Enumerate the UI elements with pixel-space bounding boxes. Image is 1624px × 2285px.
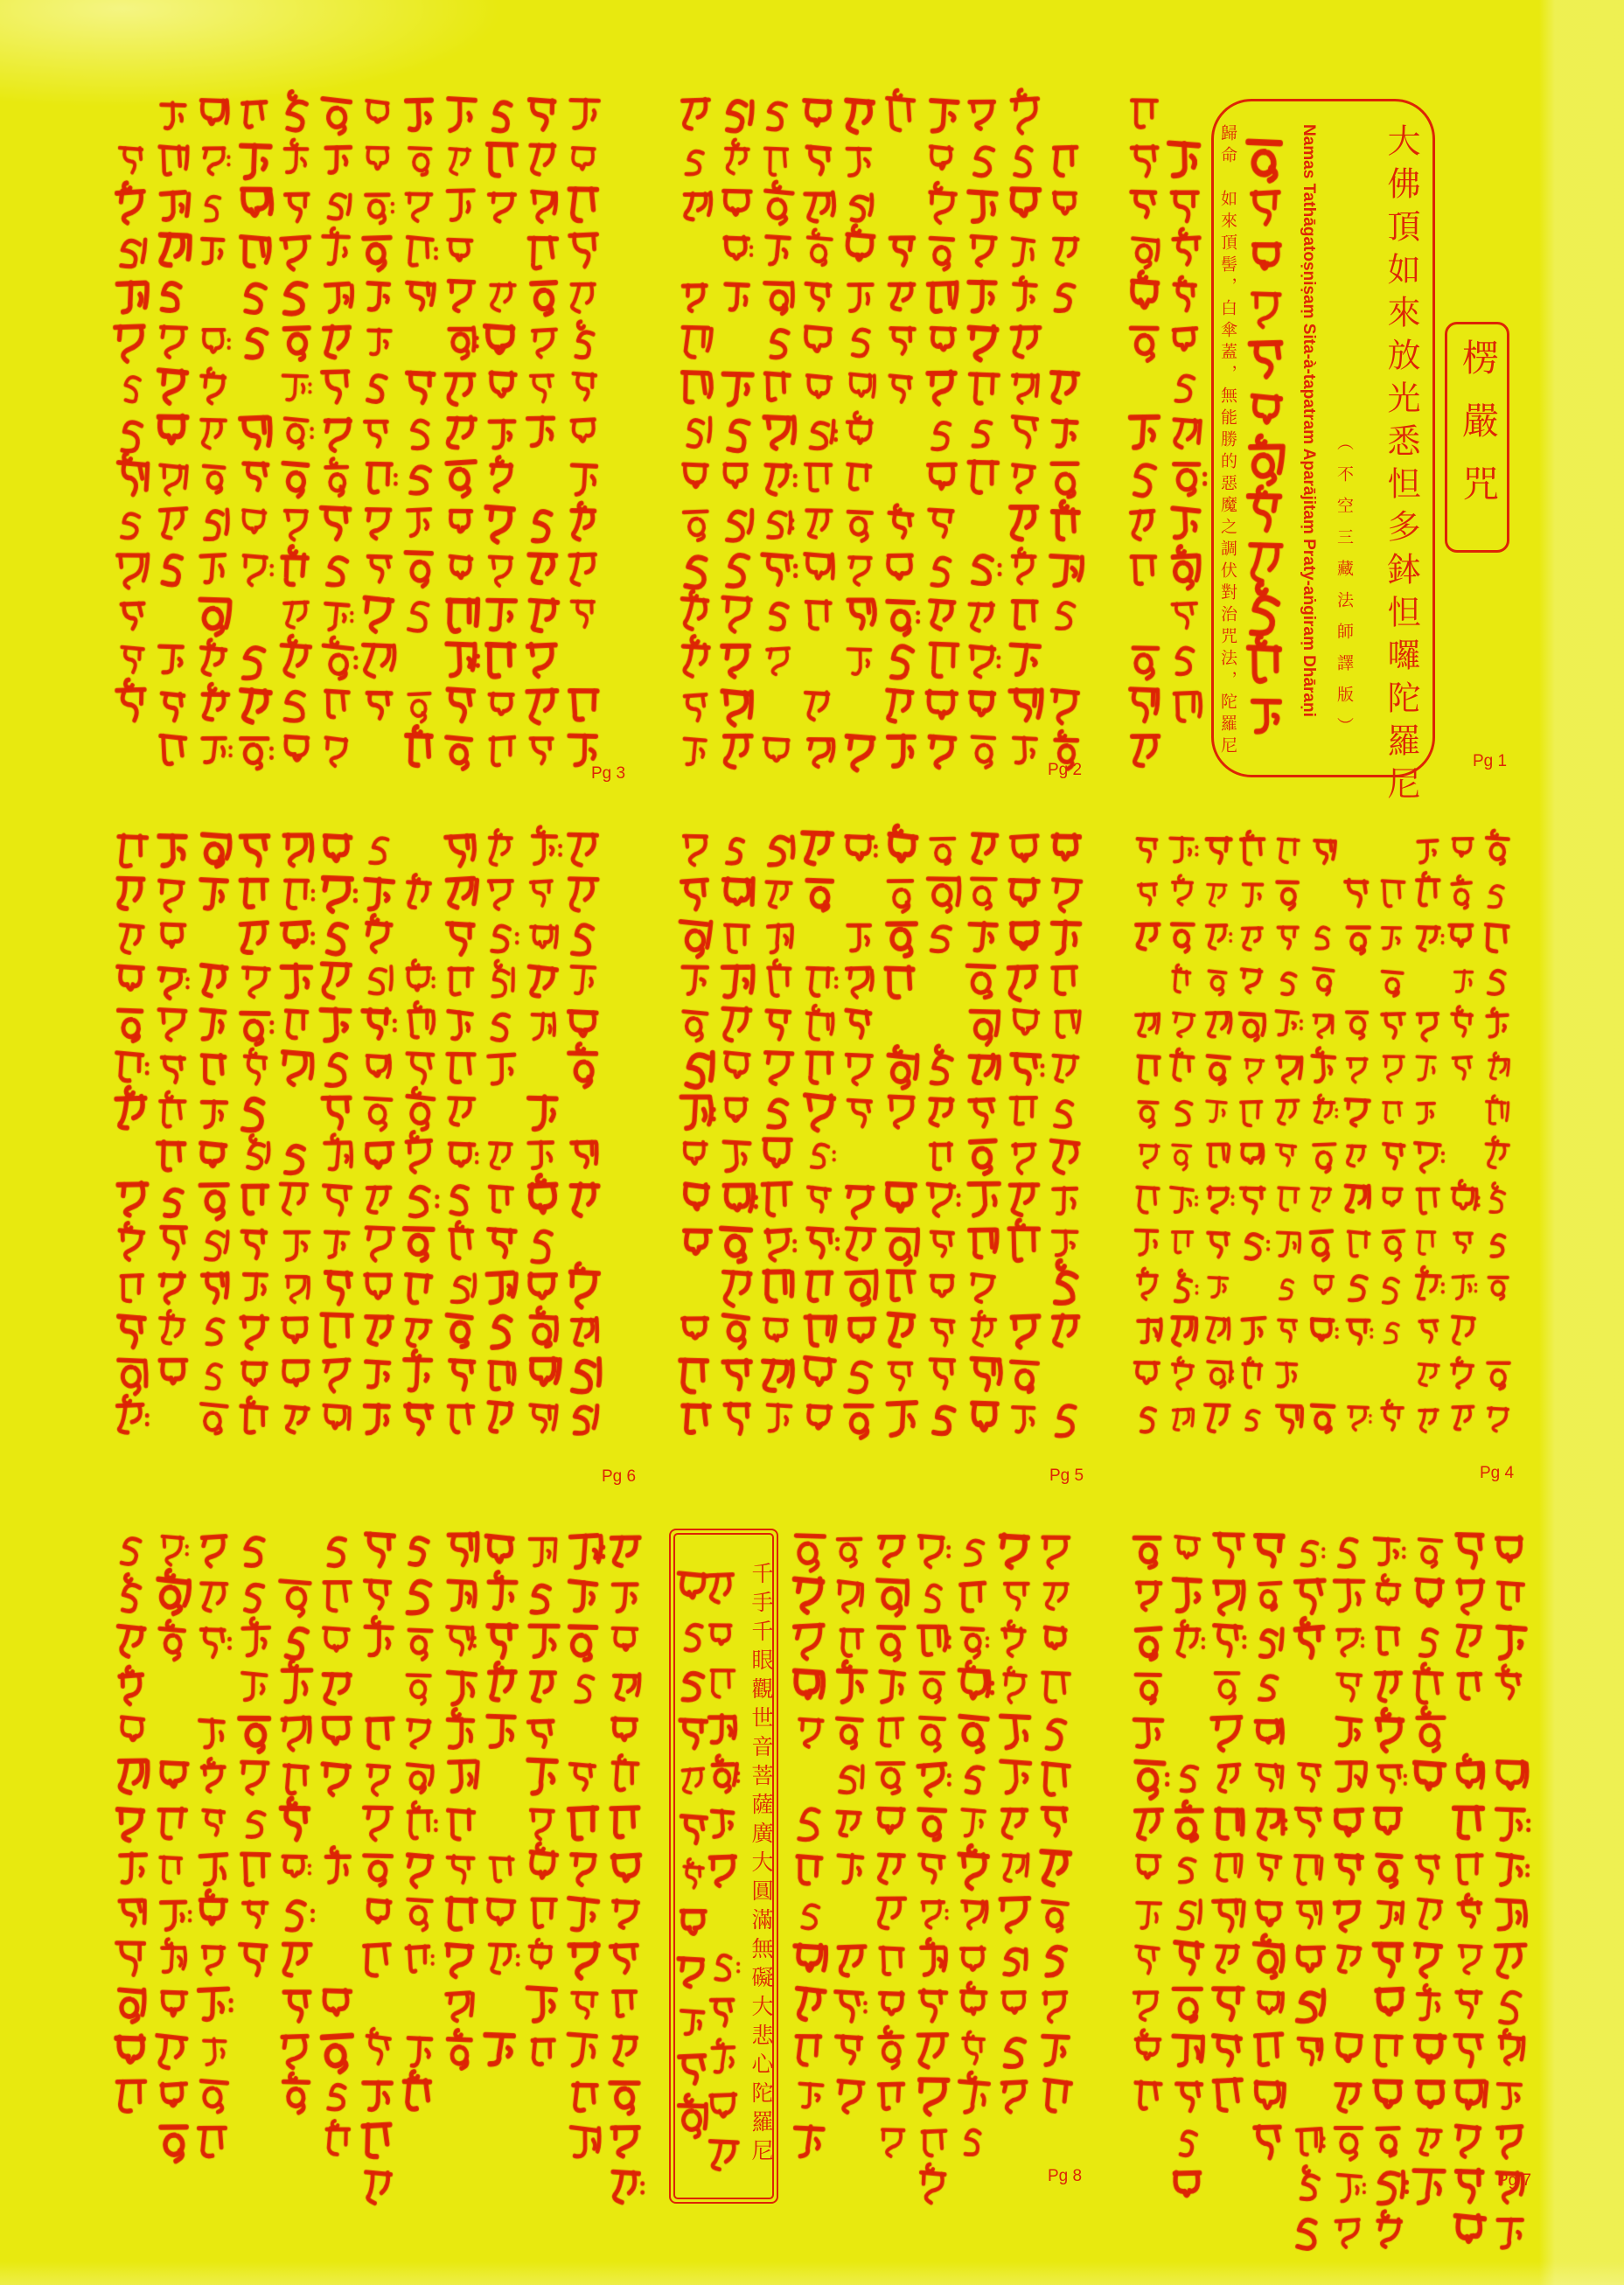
gloss-annotation: 歸命 如來頂髻，白傘蓋，無能勝的惡魔之調伏對治咒法，陀羅尼	[1218, 124, 1237, 758]
page-label-pg5: Pg 5	[1049, 1466, 1084, 1485]
second-mantra-title-box	[669, 1529, 778, 2204]
second-mantra-title: 千手千眼觀世音菩薩廣大圓滿無礙大悲心陀羅尼	[749, 1562, 772, 2168]
main-title-box	[1211, 99, 1435, 809]
page-label-pg7: Pg 7	[1497, 2171, 1532, 2190]
page-label-pg2: Pg 2	[1048, 761, 1083, 779]
mantra-name: 楞嚴咒	[1457, 338, 1497, 527]
page-label-pg6: Pg 6	[602, 1467, 637, 1486]
main-title: 大佛頂如來放光悉怛多鉢怛囉陀羅尼	[1382, 123, 1418, 809]
translator-note: （不空三藏法師譯版）	[1335, 434, 1353, 749]
page-label-pg8: Pg 8	[1048, 2167, 1083, 2185]
page-label-pg3: Pg 3	[591, 764, 626, 783]
page-label-pg4: Pg 4	[1480, 1464, 1515, 1482]
page-label-pg1: Pg 1	[1473, 752, 1508, 770]
romanization: Namas Tathāgatoṣṇiṣaṃ Sita-à-tapatram Aparājitaṃ Praty-aṅgiraṃ Dhāraṇi	[1300, 124, 1318, 717]
mantra-name-box	[1445, 322, 1509, 553]
